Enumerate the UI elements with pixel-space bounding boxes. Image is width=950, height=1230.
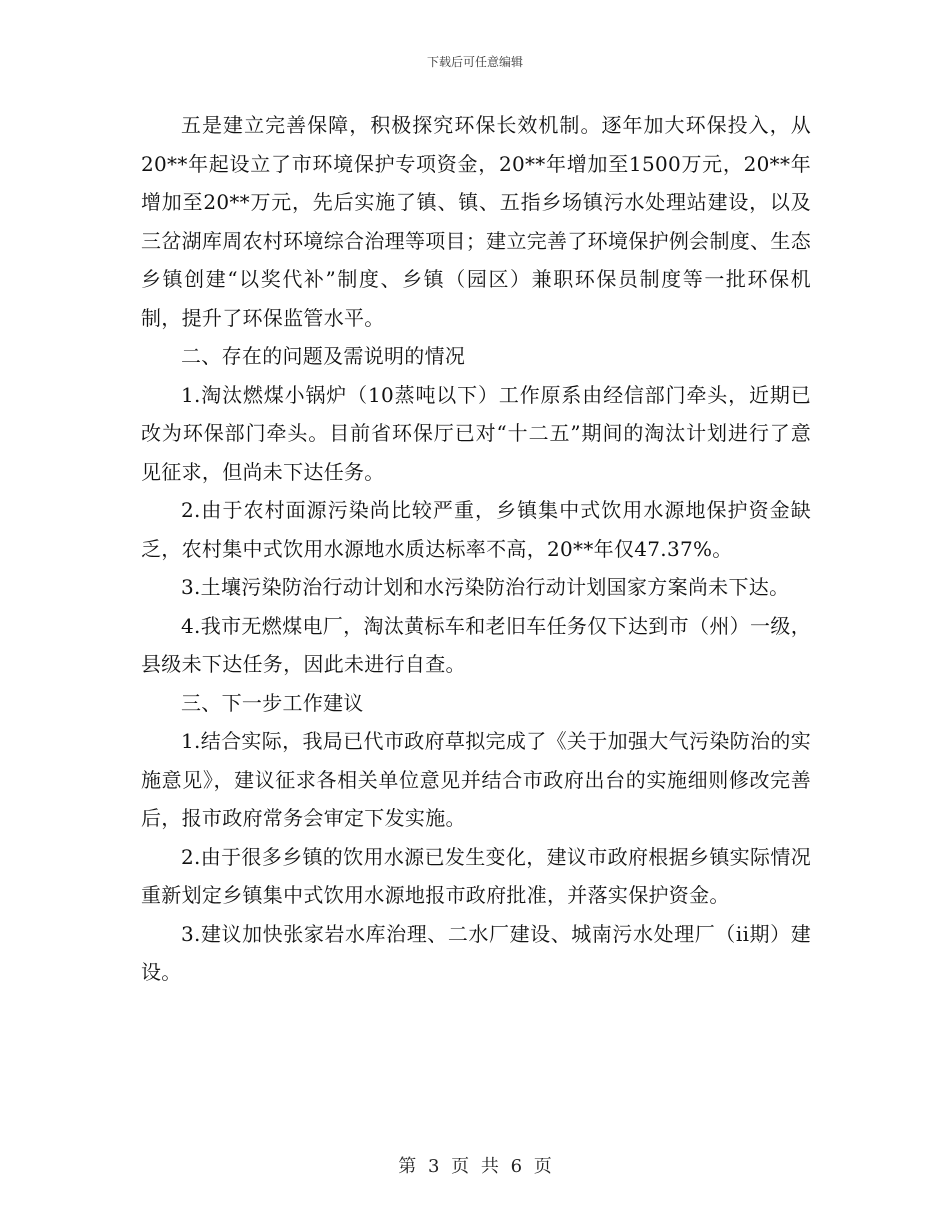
section-heading-suggestions: 三、下一步工作建议 [181, 690, 364, 715]
page-header: 下载后可任意编辑 [426, 55, 523, 69]
paragraph-problem-4: 4.我市无燃煤电厂，淘汰黄标车和老旧车任务仅下达到市（州）一级，县级未下达任务，因此未进行自查。 [141, 613, 811, 676]
section-heading-problems: 二、存在的问题及需说明的情况 [181, 344, 466, 368]
paragraph-problem-1: 1.淘汰燃煤小锅炉（10蒸吨以下）工作原系由经信部门牵头，近期已改为环保部门牵头。目前省环保厅已对“十二五”期间的淘汰计划进行了意见征求，但尚未下达任务。 [141, 382, 811, 484]
document-body [141, 106, 811, 992]
paragraph-suggestion-2: 2.由于很多乡镇的饮用水源已发生变化，建议市政府根据乡镇实际情况重新划定乡镇集中式饮用水源地报市政府批准，并落实保护资金。 [141, 844, 811, 907]
paragraph-guarantee: 五是建立完善保障，积极探究环保长效机制。逐年加大环保投入，从20**年起设立了市环境保护专项资金，20**年增加至1500万元，20**年增加至20**万元，先后实施了镇、镇、五指乡场镇污水处理站建设，以及三岔湖库周农村环境综合治理等项目；建立完善了环境保护例会制度、生态乡镇创建“以奖代补”制度、乡镇（园区）兼职环保员制度等一批环保机制，提升了环保监管水平。 [141, 113, 811, 330]
paragraph-suggestion-1: 1.结合实际，我局已代市政府草拟完成了《关于加强大气污染防治的实施意见》，建议征求各相关单位意见并结合市政府出台的实施细则修改完善后，报市政府常务会审定下发实施。 [141, 729, 811, 830]
paragraph-suggestion-3: 3.建议加快张家岩水库治理、二水厂建设、城南污水处理厂（ii期）建设。 [141, 921, 811, 984]
paragraph-problem-3: 3.土壤污染防治行动计划和水污染防治行动计划国家方案尚未下达。 [181, 575, 790, 599]
paragraph-problem-2: 2.由于农村面源污染尚比较严重，乡镇集中式饮用水源地保护资金缺乏，农村集中式饮用水源地水质达标率不高，20**年仅47.37%。 [141, 498, 811, 561]
page-footer: 第 3 页 共 6 页 [398, 1156, 552, 1177]
